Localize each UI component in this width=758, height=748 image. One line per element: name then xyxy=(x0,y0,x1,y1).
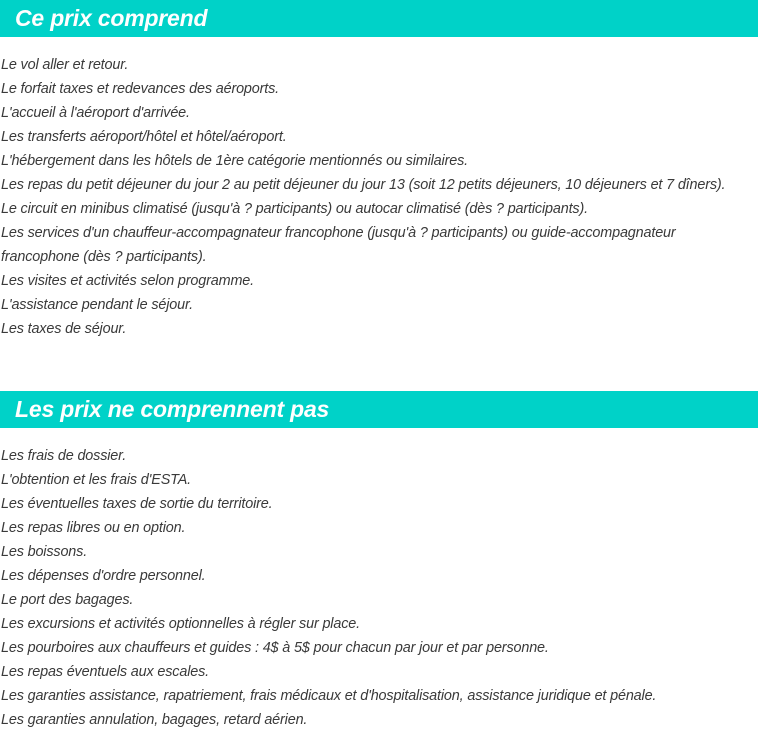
excluded-section-title: Les prix ne comprennent pas xyxy=(15,396,330,422)
list-item: Les transferts aéroport/hôtel et hôtel/aéroport. xyxy=(1,129,287,145)
list-item: Les repas du petit déjeuner du jour 2 au petit déjeuner du jour 13 (soit 12 petits déjeuners, 10 déjeuners et 7 dîners). xyxy=(1,177,726,193)
list-item: Les garanties annulation, bagages, retard aérien. xyxy=(1,712,308,728)
list-item: Les visites et activités selon programme. xyxy=(1,273,254,289)
list-item: Les taxes de séjour. xyxy=(1,321,127,337)
list-item: L'hébergement dans les hôtels de 1ère catégorie mentionnés ou similaires. xyxy=(1,153,468,169)
list-item: Les repas libres ou en option. xyxy=(1,520,186,536)
included-section-header xyxy=(0,0,758,37)
excluded-items-list xyxy=(1,444,741,732)
list-item: Le vol aller et retour. xyxy=(1,57,129,73)
list-item: Les frais de dossier. xyxy=(1,448,127,464)
list-item: L'accueil à l'aéroport d'arrivée. xyxy=(1,105,190,121)
list-item: Les garanties assistance, rapatriement, frais médicaux et d'hospitalisation, assistance juridique et pénale. xyxy=(1,688,657,704)
excluded-section-header xyxy=(0,391,758,428)
list-item: L'obtention et les frais d'ESTA. xyxy=(1,472,192,488)
list-item: Les services d'un chauffeur-accompagnateur francophone (jusqu'à ? participants) ou guide-accompagnateur francophone (dès ? participants). xyxy=(1,225,676,265)
list-item: Les excursions et activités optionnelles à régler sur place. xyxy=(1,616,360,632)
list-item: Le port des bagages. xyxy=(1,592,134,608)
list-item: Le circuit en minibus climatisé (jusqu'à ? participants) ou autocar climatisé (dès ? participants). xyxy=(1,201,588,217)
list-item: Le forfait taxes et redevances des aéroports. xyxy=(1,81,280,97)
list-item: Les boissons. xyxy=(1,544,88,560)
list-item: L'assistance pendant le séjour. xyxy=(1,297,193,313)
list-item: Les éventuelles taxes de sortie du territoire. xyxy=(1,496,273,512)
included-section-title: Ce prix comprend xyxy=(15,5,208,31)
included-items-list xyxy=(1,53,741,341)
list-item: Les pourboires aux chauffeurs et guides : 4$ à 5$ pour chacun par jour et par personne. xyxy=(1,640,549,656)
list-item: Les repas éventuels aux escales. xyxy=(1,664,209,680)
list-item: Les dépenses d'ordre personnel. xyxy=(1,568,206,584)
